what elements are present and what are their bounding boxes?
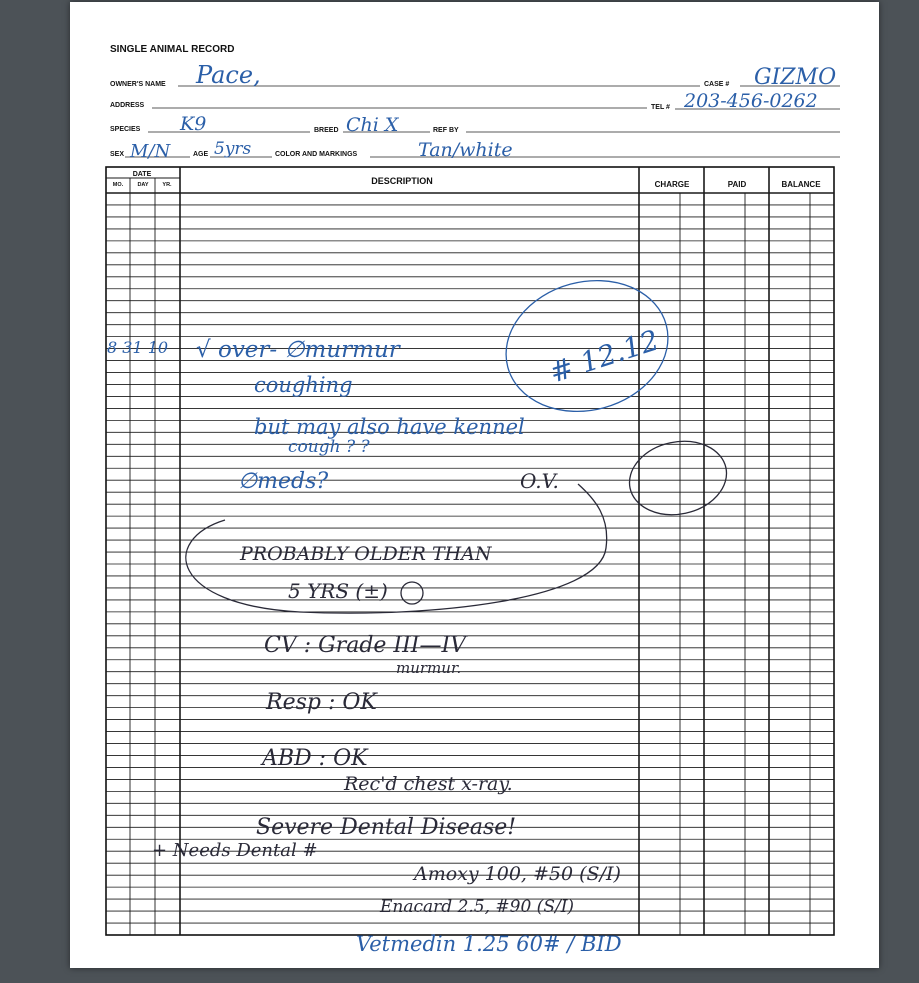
description-header: DESCRIPTION — [371, 176, 433, 186]
age-plus-circle — [401, 582, 423, 604]
note-line-9: ABD : OK — [262, 746, 368, 771]
note-line-3b: cough ? ? — [288, 437, 370, 457]
note-line-4: ∅meds? — [238, 469, 329, 494]
note-line-8: Resp : OK — [266, 690, 377, 715]
breed-label: BREED — [314, 127, 339, 134]
species-label: SPECIES — [110, 126, 141, 133]
form-title: SINGLE ANIMAL RECORD — [110, 44, 235, 55]
note-line-6: 5 YRS (±) — [288, 579, 388, 603]
note-line-2: coughing — [254, 373, 353, 397]
species-value: K9 — [180, 113, 207, 135]
weight-value: # 12.12 — [545, 323, 663, 390]
note-line-5: PROBABLY OLDER THAN — [240, 543, 492, 565]
tel-value: 203-456-0262 — [684, 90, 818, 112]
note-line-7: CV : Grade III—IV — [264, 633, 467, 658]
note-line-12: + Needs Dental # — [152, 840, 318, 861]
note-line-1: √ over- ∅murmur — [196, 337, 400, 363]
note-line-4b: O.V. — [520, 469, 559, 493]
address-label: ADDRESS — [110, 102, 145, 109]
note-line-7b: murmur. — [396, 659, 462, 677]
age-label: AGE — [193, 151, 209, 158]
note-line-14: Enacard 2.5, #90 (S/I) — [380, 897, 575, 917]
case-value: GIZMO — [754, 65, 837, 90]
note-line-15: Vetmedin 1.25 60# / BID — [356, 932, 622, 956]
sex-label: SEX — [110, 151, 125, 158]
date-header: DATE — [132, 171, 152, 178]
visit-date: 8 31 10 — [107, 338, 169, 357]
color-label: COLOR AND MARKINGS — [275, 151, 358, 158]
ref-label: REF BY — [433, 127, 459, 134]
day-header: DAY — [137, 182, 149, 188]
note-line-11: Severe Dental Disease! — [256, 815, 517, 840]
note-line-10: Rec'd chest x-ray. — [344, 773, 513, 795]
breed-value: Chi X — [346, 114, 399, 136]
color-value: Tan/white — [418, 139, 513, 161]
case-label: CASE # — [704, 81, 730, 88]
note-line-13: Amoxy 100, #50 (S/I) — [414, 863, 621, 885]
owner-value: Pace, — [196, 61, 261, 89]
charge-header: CHARGE — [654, 180, 690, 189]
note-line-3: but may also have kennel — [254, 415, 525, 439]
tel-label: TEL # — [651, 104, 670, 111]
paid-header: PAID — [727, 180, 747, 189]
month-header: MO. — [112, 182, 124, 188]
year-header: YR. — [162, 182, 172, 188]
balance-header: BALANCE — [781, 180, 821, 189]
sex-value: M/N — [130, 141, 171, 162]
age-value: 5yrs — [214, 139, 252, 159]
owner-label: OWNER'S NAME — [110, 81, 166, 88]
